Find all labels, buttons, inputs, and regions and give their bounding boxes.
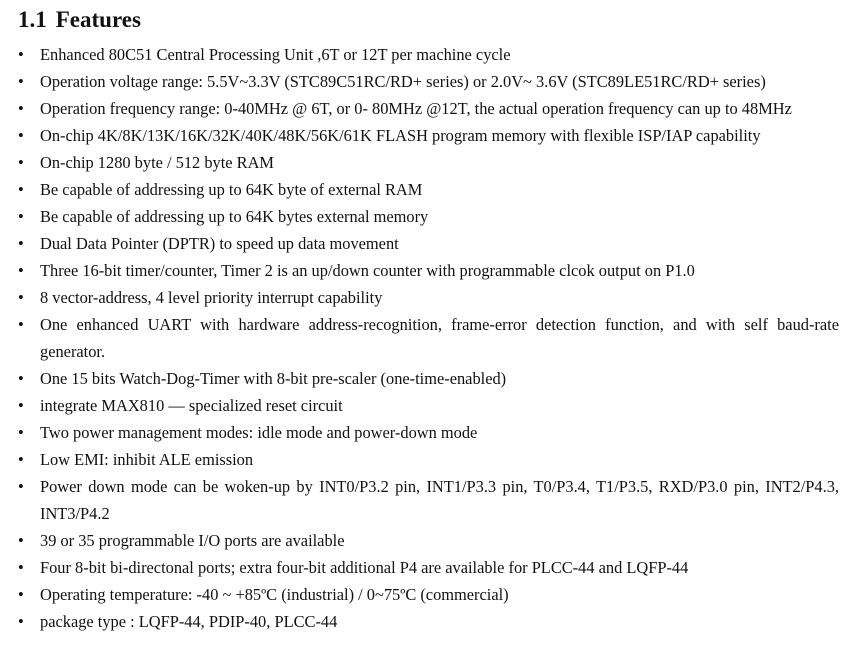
bullet-icon: • — [18, 585, 24, 604]
feature-text: Two power management modes: idle mode and power-down mode — [40, 423, 478, 442]
feature-text: Be capable of addressing up to 64K bytes external memory — [40, 207, 429, 226]
feature-item — [0, 392, 851, 419]
feature-item — [0, 365, 851, 392]
feature-text: Three 16-bit timer/counter, Timer 2 is an up/down counter with programmable clcok output on P1.0 — [40, 261, 695, 280]
feature-text: On-chip 4K/8K/13K/16K/32K/40K/48K/56K/61K FLASH program memory with flexible ISP/IAP capability — [40, 126, 761, 145]
feature-text: Enhanced 80C51 Central Processing Unit ,6T or 12T per machine cycle — [40, 45, 511, 64]
feature-text: Operating temperature: -40 ~ +85ºC (industrial) / 0~75ºC (commercial) — [40, 585, 509, 604]
bullet-icon: • — [18, 531, 24, 550]
bullet-icon: • — [18, 99, 24, 118]
bullet-icon: • — [18, 180, 24, 199]
feature-item — [0, 257, 851, 284]
bullet-icon: • — [18, 315, 24, 334]
feature-item — [0, 446, 851, 473]
bullet-icon: • — [18, 477, 24, 496]
feature-text: 8 vector-address, 4 level priority interrupt capability — [40, 288, 383, 307]
feature-item — [0, 122, 851, 149]
feature-text: Power down mode can be woken-up by INT0/P3.2 pin, INT1/P3.3 pin, T0/P3.4, T1/P3.5, RXD/P3.0 pin, INT2/P4.3, INT3/P4.2 — [40, 477, 839, 523]
bullet-icon: • — [18, 450, 24, 469]
bullet-icon: • — [18, 72, 24, 91]
feature-item — [0, 419, 851, 446]
feature-text: Operation voltage range: 5.5V~3.3V (STC89C51RC/RD+ series) or 2.0V~ 3.6V (STC89LE51RC/RD+ series) — [40, 72, 766, 91]
feature-text: On-chip 1280 byte / 512 byte RAM — [40, 153, 274, 172]
feature-text: 39 or 35 programmable I/O ports are available — [40, 531, 345, 550]
feature-item — [0, 284, 851, 311]
feature-text: Operation frequency range: 0-40MHz @ 6T, or 0- 80MHz @12T, the actual operation frequency can up to 48MHz — [40, 99, 792, 118]
feature-item — [0, 608, 851, 635]
feature-text: Be capable of addressing up to 64K byte of external RAM — [40, 180, 423, 199]
feature-text: One 15 bits Watch-Dog-Timer with 8-bit pre-scaler (one-time-enabled) — [40, 369, 507, 388]
feature-item — [0, 581, 851, 608]
bullet-icon: • — [18, 234, 24, 253]
bullet-icon: • — [18, 261, 24, 280]
feature-item — [0, 176, 851, 203]
section-heading — [18, 6, 141, 34]
bullet-icon: • — [18, 45, 24, 64]
feature-item — [0, 95, 851, 122]
feature-text: Four 8-bit bi-directonal ports; extra four-bit additional P4 are available for PLCC-44 and LQFP-44 — [40, 558, 689, 577]
feature-text: Dual Data Pointer (DPTR) to speed up data movement — [40, 234, 399, 253]
section-title: Features — [55, 7, 141, 32]
bullet-icon: • — [18, 558, 24, 577]
bullet-icon: • — [18, 396, 24, 415]
feature-text: One enhanced UART with hardware address-recognition, frame-error detection function, and with self baud-rate generator. — [40, 315, 839, 361]
bullet-icon: • — [18, 126, 24, 145]
bullet-icon: • — [18, 153, 24, 172]
bullet-icon: • — [18, 288, 24, 307]
feature-item — [0, 41, 851, 68]
bullet-icon: • — [18, 612, 24, 631]
feature-item — [0, 311, 851, 365]
features-list — [0, 41, 851, 635]
feature-text: Low EMI: inhibit ALE emission — [40, 450, 254, 469]
feature-text: package type : LQFP-44, PDIP-40, PLCC-44 — [40, 612, 338, 631]
feature-item — [0, 473, 851, 527]
bullet-icon: • — [18, 423, 24, 442]
feature-item — [0, 68, 851, 95]
feature-text: integrate MAX810 — specialized reset circuit — [40, 396, 343, 415]
bullet-icon: • — [18, 207, 24, 226]
feature-item — [0, 149, 851, 176]
section-number: 1.1 — [18, 7, 47, 32]
feature-item — [0, 554, 851, 581]
bullet-icon: • — [18, 369, 24, 388]
feature-item — [0, 203, 851, 230]
feature-item — [0, 527, 851, 554]
feature-item — [0, 230, 851, 257]
